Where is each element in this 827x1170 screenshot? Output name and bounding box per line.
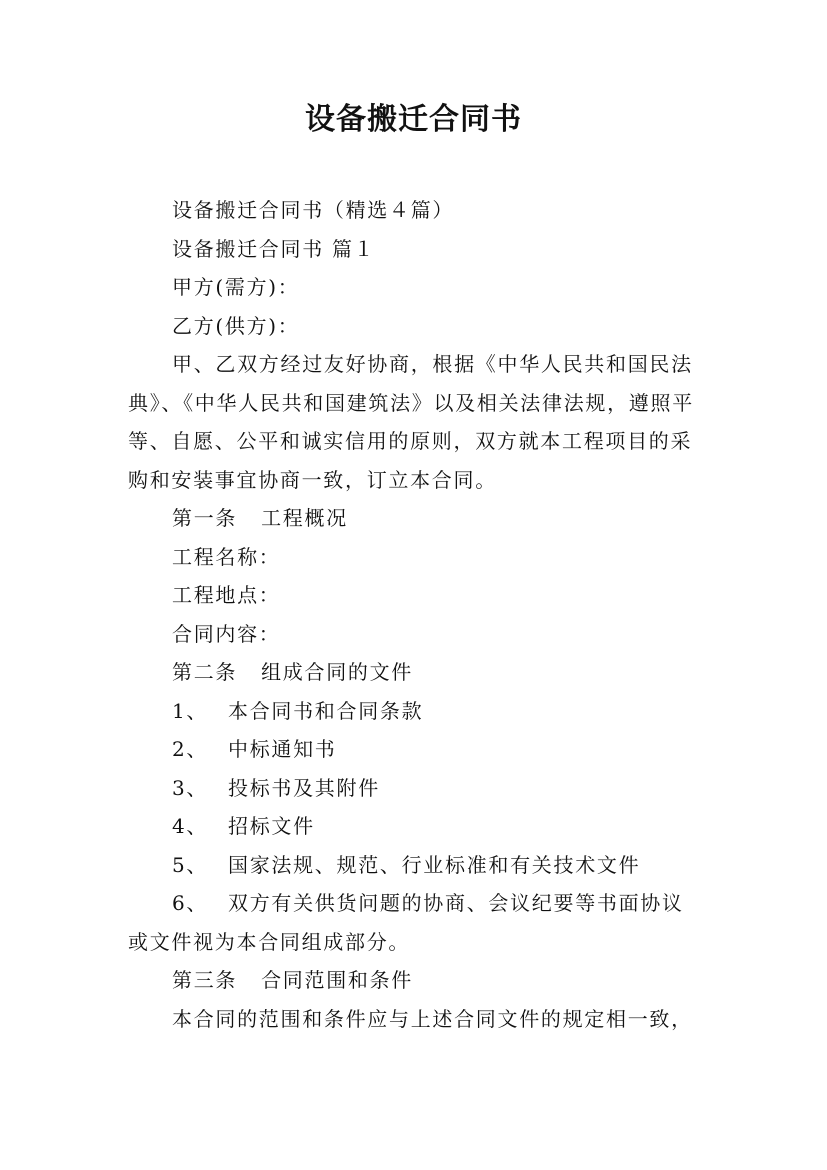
list-item-number: 6、	[172, 891, 209, 915]
preamble-line: 甲、乙双方经过友好协商，根据《中华人民共和国民法	[172, 352, 693, 376]
document-body	[128, 191, 708, 1038]
preamble-line: 购和安装事宜协商一致，订立本合同。	[128, 467, 497, 492]
article-title: 组成合同的文件	[261, 660, 414, 684]
list-item-number: 1、	[172, 698, 209, 723]
preamble-line: 典》、《中华人民共和国建筑法》以及相关法律法规，遵照平	[128, 390, 694, 415]
list-item-text: 本合同书和合同条款	[228, 698, 424, 723]
list-item-text: 国家法规、规范、行业标准和有关技术文件	[228, 852, 641, 877]
contract-content-label: 合同内容：	[172, 621, 281, 646]
article-number: 第一条	[172, 506, 238, 530]
project-location-label: 工程地点：	[172, 583, 281, 607]
article-title: 工程概况	[261, 506, 348, 530]
document-title: 设备搬迁合同书	[305, 102, 522, 137]
list-item-number: 2、	[172, 737, 209, 761]
article-paragraph: 本合同的范围和条件应与上述合同文件的规定相一致，	[172, 1006, 693, 1031]
list-item	[128, 692, 708, 731]
list-item-text: 投标书及其附件	[228, 775, 380, 800]
party-b-label: 乙方(供方)：	[172, 313, 300, 338]
list-item-text: 招标文件	[228, 814, 315, 838]
list-item-number: 4、	[172, 814, 209, 838]
party-a-label: 甲方(需方)：	[172, 275, 300, 299]
list-item-number: 5、	[172, 852, 209, 877]
list-item-text: 中标通知书	[228, 737, 337, 761]
list-item-continuation: 或文件视为本合同组成部分。	[128, 929, 411, 954]
article-heading	[128, 653, 708, 692]
document-subtitle: 设备搬迁合同书（精选４篇）	[172, 198, 455, 222]
article-number: 第三条	[172, 968, 238, 992]
list-item	[128, 884, 708, 923]
section-heading: 设备搬迁合同书 篇１	[172, 236, 376, 261]
list-item	[128, 769, 708, 808]
list-item	[128, 730, 708, 769]
article-number: 第二条	[172, 660, 238, 684]
list-item-number: 3、	[172, 775, 209, 800]
list-item-text: 双方有关供货问题的协商、会议纪要等书面协议	[228, 891, 684, 915]
list-item	[128, 807, 708, 846]
article-title: 合同范围和条件	[261, 968, 414, 992]
preamble-line: 等、自愿、公平和诚实信用的原则，双方就本工程项目的采	[128, 429, 693, 453]
article-heading	[128, 499, 708, 538]
list-item	[128, 846, 708, 885]
article-heading	[128, 961, 708, 1000]
project-name-label: 工程名称：	[172, 544, 281, 569]
